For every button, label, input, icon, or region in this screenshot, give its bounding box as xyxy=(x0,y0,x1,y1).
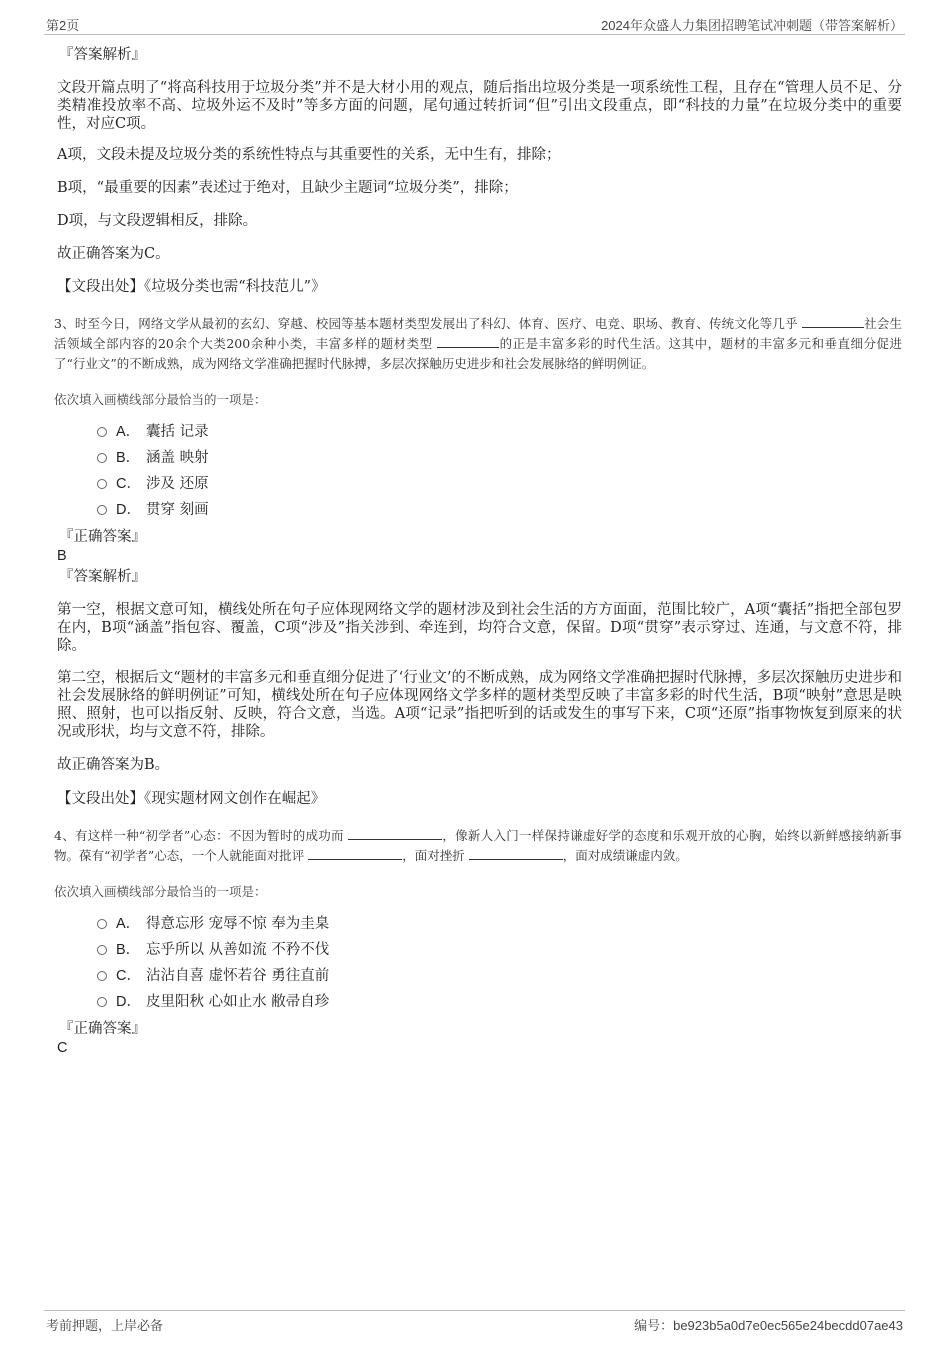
option-text: 得意忘形 宠辱不惊 奉为圭臬 xyxy=(146,916,330,932)
q3-analysis-label: 『答案解析』 xyxy=(59,569,146,585)
q3-option-c[interactable] xyxy=(97,471,902,497)
option-letter: C． xyxy=(116,476,141,492)
radio-icon[interactable] xyxy=(97,505,107,515)
q2-analysis-para-3: B项，“最重要的因素”表述过于绝对，且缺少主题词“垃圾分类”，排除； xyxy=(57,180,518,196)
radio-icon[interactable] xyxy=(97,919,107,929)
q3-stem-part-3: 的正是丰富多彩的时代生活。这其中，题材的丰富多元和垂直细分促进了“行业文”的不断成熟，成为网络文学准确把握时代脉搏，多层次探触历史进步和社会发展脉络的鲜明例证。 xyxy=(54,336,903,371)
option-text: 皮里阳秋 心如止水 敝帚自珍 xyxy=(146,994,330,1010)
option-text: 涵盖 映射 xyxy=(146,450,209,466)
q2-analysis-para-4: D项，与文段逻辑相反，排除。 xyxy=(57,213,258,229)
q4-option-c[interactable] xyxy=(97,963,902,989)
q3-option-d[interactable] xyxy=(97,497,902,523)
q3-analysis-para-2: 第二空，根据后文“题材的丰富多元和垂直细分促进了‘行业文’的不断成熟，成为网络文学准确把握时代脉搏，多层次探触历史进步和社会发展脉络的鲜明例证”可知，横线处所在句子应体现网络文学多样的题材类型反映了丰富多彩的时代生活，B项“映射”意思是映照、照射，也可以指反射、反映，符合文意，当选。A项“记录”指把听到的话或发生的事写下来，C项“还原”指事物恢复到原来的状况或形状，均与文意不符，排除。 xyxy=(57,670,902,740)
q3-stem-part-2: 社会生活领域全部内容的20余个大类200余种小类，丰富多样的题材类型 xyxy=(54,316,902,351)
option-text: 忘乎所以 从善如流 不矜不伐 xyxy=(146,942,330,958)
q4-blank-2 xyxy=(308,847,402,860)
q4-stem-part-4: ，面对成绩谦虚内敛。 xyxy=(562,848,688,863)
q3-options xyxy=(97,419,902,523)
option-letter: A． xyxy=(116,916,141,932)
q3-stem xyxy=(54,314,902,374)
q4-correct-answer: C xyxy=(57,1040,68,1056)
q4-stem-part-1: 4、有这样一种“初学者”心态：不因为暂时的成功而 xyxy=(54,828,344,843)
radio-icon[interactable] xyxy=(97,427,107,437)
q3-conclusion: 故正确答案为B。 xyxy=(57,757,170,773)
q2-analysis-para-2: A项，文段未提及垃圾分类的系统性特点与其重要性的关系，无中生有，排除； xyxy=(57,147,561,163)
q3-option-b[interactable] xyxy=(97,445,902,471)
q4-ask: 依次填入画横线部分最恰当的一项是： xyxy=(54,884,267,899)
q3-option-a[interactable] xyxy=(97,419,902,445)
radio-icon[interactable] xyxy=(97,479,107,489)
q2-conclusion: 故正确答案为C。 xyxy=(57,246,170,262)
q3-blank-2 xyxy=(437,335,499,348)
q4-stem-part-3: ，面对挫折 xyxy=(402,848,465,863)
q3-ask: 依次填入画横线部分最恰当的一项是： xyxy=(54,392,267,407)
page-header xyxy=(44,14,905,35)
q4-blank-1 xyxy=(348,827,442,840)
q4-option-a[interactable] xyxy=(97,911,902,937)
q3-correct-answer: B xyxy=(57,548,67,564)
radio-icon[interactable] xyxy=(97,945,107,955)
q2-analysis-para-1: 文段开篇点明了“将高科技用于垃圾分类”并不是大材小用的观点，随后指出垃圾分类是一项系统性工程，且存在“管理人员不足、分类精准投放率不高、垃圾外运不及时”等多方面的问题，尾句通过转折词“但”引出文段重点，即“科技的力量”在垃圾分类中的重要性，对应C项。 xyxy=(57,80,902,132)
page-footer xyxy=(44,1310,905,1333)
document-title: 2024年众盛人力集团招聘笔试冲刺题（带答案解析） xyxy=(601,18,903,33)
q4-stem-part-2: ，像新人入门一样保持谦虚好学的态度和乐观开放的心胸，始终以新鲜感接纳新事物。葆有“初学者”心态，一个人就能面对批评 xyxy=(54,828,902,863)
q3-source: 【文段出处】《现实题材网文创作在崛起》 xyxy=(57,791,326,807)
q4-blank-3 xyxy=(469,847,563,860)
document-id: 编号：be923b5a0d7e0ec565e24becdd07ae43 xyxy=(634,1318,903,1333)
q3-blank-1 xyxy=(802,315,864,328)
q4-option-b[interactable] xyxy=(97,937,902,963)
option-letter: B． xyxy=(116,942,141,958)
q3-stem-part-1: 3、时至今日，网络文学从最初的玄幻、穿越、校园等基本题材类型发展出了科幻、体育、医疗、电竞、职场、教育、传统文化等几乎 xyxy=(54,316,798,331)
option-text: 贯穿 刻画 xyxy=(146,502,209,518)
option-text: 涉及 还原 xyxy=(146,476,209,492)
q3-correct-label: 『正确答案』 xyxy=(59,529,146,545)
option-text: 沾沾自喜 虚怀若谷 勇往直前 xyxy=(146,968,330,984)
option-letter: D． xyxy=(116,502,141,518)
q4-correct-label: 『正确答案』 xyxy=(59,1021,146,1037)
option-letter: D． xyxy=(116,994,141,1010)
page-content xyxy=(54,45,903,1057)
radio-icon[interactable] xyxy=(97,997,107,1007)
q2-source: 【文段出处】《垃圾分类也需“科技范儿”》 xyxy=(57,279,326,295)
page-number: 第2页 xyxy=(46,18,80,33)
radio-icon[interactable] xyxy=(97,971,107,981)
radio-icon[interactable] xyxy=(97,453,107,463)
option-letter: C． xyxy=(116,968,141,984)
q2-analysis-label: 『答案解析』 xyxy=(59,47,146,63)
option-letter: B． xyxy=(116,450,141,466)
option-text: 囊括 记录 xyxy=(146,424,209,440)
q3-analysis-para-1: 第一空，根据文意可知，横线处所在句子应体现网络文学的题材涉及到社会生活的方方面面，范围比较广，A项“囊括”指把全部包罗在内，B项“涵盖”指包容、覆盖，C项“涉及”指关涉到、牵连到，均符合文意，保留。D项“贯穿”表示穿过、连通，与文意不符，排除。 xyxy=(57,602,902,654)
q4-option-d[interactable] xyxy=(97,989,902,1015)
option-letter: A． xyxy=(116,424,141,440)
footer-slogan: 考前押题，上岸必备 xyxy=(46,1318,164,1333)
q4-stem xyxy=(54,826,902,866)
q4-options xyxy=(97,911,902,1015)
